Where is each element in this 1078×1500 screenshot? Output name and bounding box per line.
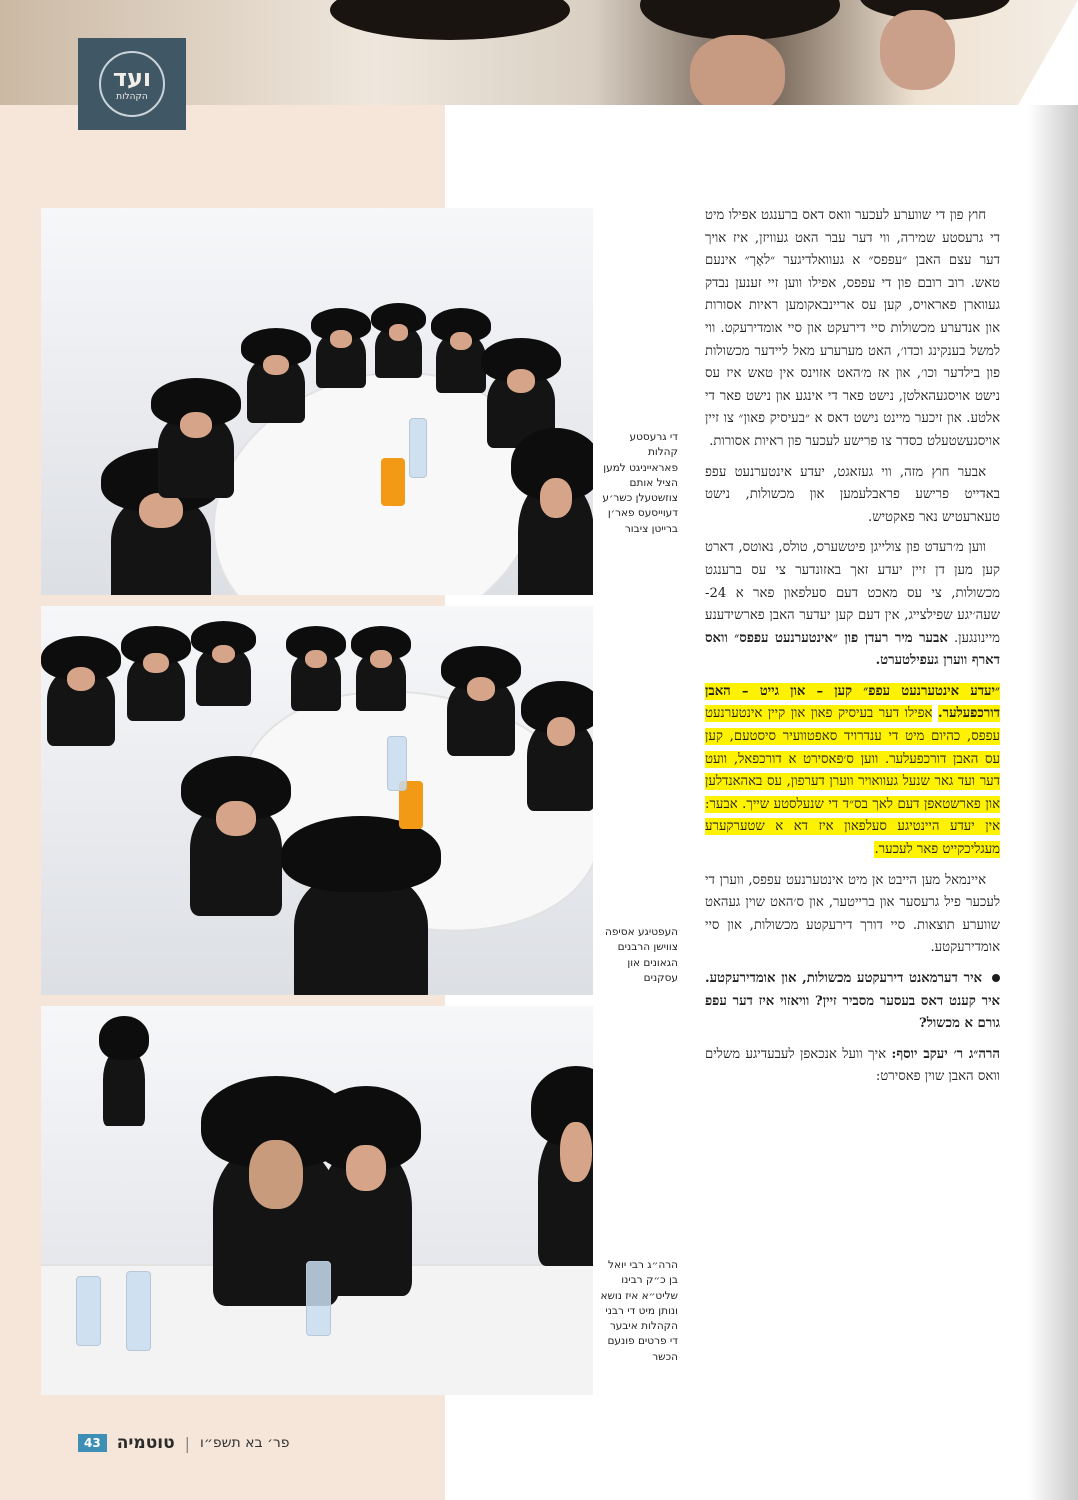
issue-label: פר׳ בא תשפ״ו <box>200 1435 290 1451</box>
article-paragraph-1: חוץ פון די שווערע לעכער וואס דאס ברענגט אפילו מיט די גרעסטע שמירה, ווי דער עבר האט געוויזן, איז אויך דער עצם האבן ״עפפס״ א געוואלדיגער ״לאָך״ אינעם טאש. רוב רובם פון די עפפס, אפילו ווען זיי זענען נבדק געווארן פאראויס, קען עס אריינבאקומען ראיות אסורות און אנדערע מכשולות סיי דירעקט און סיי אומדירעקט. ווי למשל בענקינג וכדו׳, האט מערערע מאל ליידער מכשולות פון בילדער וכו׳, און אז מ׳האט אזוינס אין טאש איז עס נישט אויסגעהאלטן, נישט פאר די אינגע און נישט פאר די אלטע. און זיכער מיינט נישט דאס א ״בעיסיק פאון״ צו זיין אויסגעשטעלט כסדר צו פרישע לעכער פון ראיות אסורות. <box>705 208 1000 449</box>
answer-text: איך וועל אנכאפן לעבעדיגע משלים וואס האבן שוין פאסירט: <box>705 1046 1000 1085</box>
article-paragraph-5: איינמאל מען הייבט אן מיט אינטערנעט עפפס, ווערן די לעכער פיל גרעסער און ברייטער, און ס׳האט שוין געהאט שווערע תוצאות. סיי דורך דירעקטע מכשולות, און סיי אומדירעקטע. <box>705 872 1000 956</box>
organization-logo <box>78 38 186 130</box>
highlight-text: אפילו דער בעיסיק פאון און קיין אינטערנעט עפפס, כהיום מיט די ענדרויד סאפטוועיר סיסטעם, קען עס האבן דורכפעלער. ווען ס׳פאסירט א דורכפאל, וועט דער ועד גאר שנעל געוואויר ווערן דערפון, עס באהאנדלען און פארשטאפן דעם לאך בס״ד די שנעלסטע שייך. אבער: אין יעדע היינטיגע סעלפאון איז דא א שטערקערע מעגליכקייט פאר לעכער. <box>705 706 1000 858</box>
page-footer <box>78 1432 290 1454</box>
paragraph-3-text: ווען מ׳רעדט פון צולייגן פיטשערס, טולס, נאוטס, דארט קען מען דן זיין יעדע זאך באזונדער צי עס ברענגט מכשולות, צי עס מאכט דעם סעלפאון פאר א 24-שעה׳יגע שפילצייג, אין דעם קען יעדער האבן פארשידענע מיינונגען. <box>705 540 1000 646</box>
meeting-photo-1 <box>41 208 593 595</box>
paragraph-3-bold: אבער מיר רעדן פון ״אינטערנעט עפפס״ וואס דארף ווערן געפילטערט. <box>705 630 1000 669</box>
page-number-badge: 43 <box>78 1434 107 1452</box>
answer-speaker: הרה״ג ר׳ יעקב יוסף: <box>891 1046 1000 1062</box>
article-paragraph-2: אבער חוץ מזה, ווי געזאגט, יעדע אינטערנעט עפפ באדייט פרישע פראבלעמען און מכשולות, נישט טעארעטיש נאר פאקטיש. <box>705 464 1000 525</box>
meeting-photo-2 <box>41 606 593 995</box>
logo-main-text: ועד <box>112 64 152 92</box>
photo-3-caption: הרה״ג רבי יואל בן כ״ק רבינו שליט״א איז נושא ונותן מיט די רבני הקהלות איבער די פרטים פונעם הכשר <box>600 1259 678 1363</box>
highlight-bold-text: ״יעדע אינטערנעט עפפ״ קען – און גייט – האבן דורכפעלער. <box>705 683 1000 722</box>
photo-2-caption: העפטיגע אסיפה צווישן הרבנים הגאונים און עסקנים <box>605 926 678 984</box>
article-paragraph-3 <box>705 537 1000 673</box>
bullet-icon <box>992 974 1000 982</box>
question-text: איר דערמאנט דירעקטע מכשולות, און אומדירעקטע. איר קענט דאס בעסער מסביר זיין? וויאזוי איז דער עפפ גורם א מכשול? <box>705 971 1000 1032</box>
interview-question <box>705 968 1000 1036</box>
logo-seal-icon <box>99 51 165 117</box>
logo-sub-text: הקהלות <box>116 92 148 102</box>
footer-separator: | <box>184 1433 191 1453</box>
magazine-name: טוטמיה <box>116 1433 175 1453</box>
page-edge-shadow <box>1028 0 1078 1500</box>
photo-1-caption: די גרעסטע קהלות פאראייניגט למען הציל אותם צוזשטעלן כשר׳ע דעוייסעס פאר׳ן ברייטן ציבור <box>602 431 678 535</box>
article-column <box>705 205 1000 1097</box>
meeting-photo-3 <box>41 1006 593 1395</box>
highlighted-paragraph <box>705 681 1000 862</box>
interview-answer <box>705 1044 1000 1089</box>
